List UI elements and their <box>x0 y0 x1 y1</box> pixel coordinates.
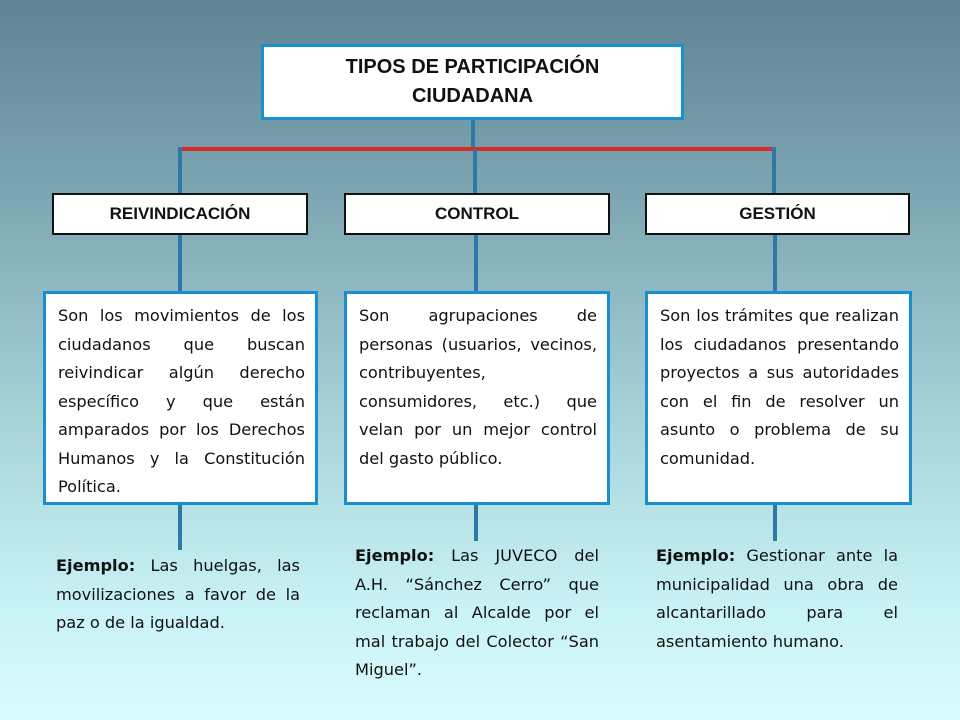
connector-center-drop <box>473 149 477 193</box>
description-text-gestion: Son los trámites que realizan los ciudadanos presentando proyectos a sus autoridades con el fin de resolver un asunto o problema de su comunidad. <box>660 306 899 468</box>
category-label-gestion: GESTIÓN <box>739 204 816 223</box>
branch-line <box>180 147 774 151</box>
category-label-control: CONTROL <box>434 204 520 223</box>
connector-left-drop <box>178 147 182 193</box>
category-label-reivindicacion: REIVINDICACIÓN <box>109 204 251 223</box>
example-gestion <box>656 542 898 656</box>
example-reivindicacion <box>56 552 300 638</box>
description-box-control <box>344 291 610 505</box>
example-text-control: Las JUVECO del A.H. “Sánchez Cerro” que reclaman al Alcalde por el mal trabajo del Colector “San Miguel”. <box>355 546 599 679</box>
description-text-control: Son agrupaciones de personas (usuarios, vecinos, contribuyentes, consumidores, etc.) que velan por un mejor control del gasto público. <box>359 306 597 468</box>
description-box-reivindicacion <box>43 291 318 505</box>
title-box <box>261 44 684 120</box>
connector-right-desc-example <box>773 505 777 541</box>
example-control <box>355 542 599 685</box>
example-label-control: Ejemplo: <box>355 546 435 565</box>
connector-center-desc-example <box>474 505 478 541</box>
category-box-gestion <box>645 193 910 235</box>
category-box-reivindicacion <box>52 193 308 235</box>
connector-right-drop <box>772 147 776 193</box>
connector-title-down <box>471 120 475 150</box>
connector-center-cat-desc <box>474 235 478 291</box>
description-box-gestion <box>645 291 912 505</box>
page-title: TIPOS DE PARTICIPACIÓN CIUDADANA <box>345 56 600 107</box>
example-text-gestion: Gestionar ante la municipalidad una obra de alcantarillado para el asentamiento humano. <box>656 546 898 651</box>
connector-left-desc-example <box>178 505 182 550</box>
example-label-gestion: Ejemplo: <box>656 546 736 565</box>
description-text-reivindicacion: Son los movimientos de los ciudadanos que buscan reivindicar algún derecho específico y que están amparados por los Derechos Humanos y la Constitución Política. <box>58 306 305 496</box>
category-box-control <box>344 193 610 235</box>
connector-left-cat-desc <box>178 235 182 291</box>
connector-right-cat-desc <box>773 235 777 291</box>
example-text-reivindicacion: Las huelgas, las movilizaciones a favor de la paz o de la igualdad. <box>56 556 300 632</box>
example-label-reivindicacion: Ejemplo: <box>56 556 136 575</box>
